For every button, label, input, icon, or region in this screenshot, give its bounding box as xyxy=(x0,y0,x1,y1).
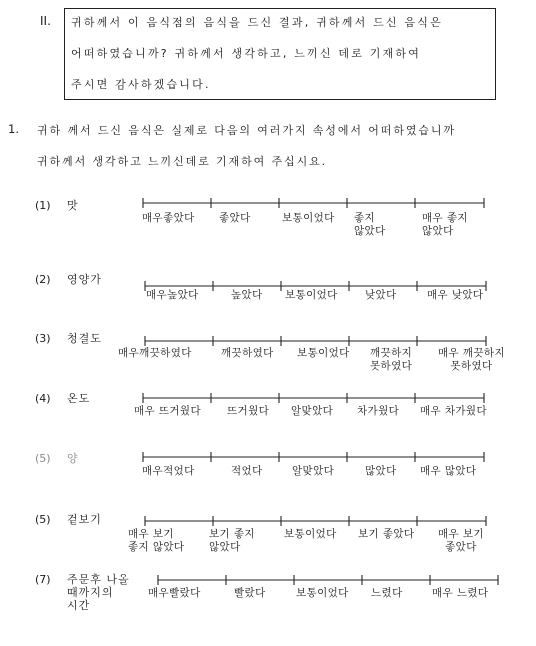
item-7-option-2: 빨랐다 xyxy=(234,587,266,599)
item-3-option-5: 매우 깨끗하지 못하였다 xyxy=(438,347,505,372)
item-4-label: 온도 xyxy=(67,392,91,405)
item-1-option-3: 보통이었다 xyxy=(282,212,335,224)
item-3-number: (3) xyxy=(35,332,51,345)
item-6-number: (5) xyxy=(35,513,51,526)
item-1-number: (1) xyxy=(35,199,51,212)
item-7-option-5: 매우 느렸다 xyxy=(432,587,489,599)
intro-number: II. xyxy=(40,14,51,28)
scale-3 xyxy=(145,336,486,346)
question-line-2: 귀하께서 생각하고 느끼신데로 기재하여 주십시요. xyxy=(37,155,328,168)
item-7-number: (7) xyxy=(35,573,51,586)
item-4-option-2: 뜨거웠다 xyxy=(227,405,270,417)
item-3-option-4: 깨끗하지 못하였다 xyxy=(370,347,413,372)
item-7-option-3: 보통이었다 xyxy=(296,587,349,599)
item-6-label: 겉보기 xyxy=(67,513,102,526)
item-2-option-4: 낮았다 xyxy=(365,289,397,301)
intro-line-1: 귀하께서 이 음식점의 음식을 드신 결과, 귀하께서 드신 음식은 xyxy=(71,16,443,29)
item-1-option-4: 좋지 않았다 xyxy=(354,212,386,237)
item-4-option-3: 알맞았다 xyxy=(291,405,334,417)
item-1-option-1: 매우좋았다 xyxy=(142,212,195,224)
scale-6 xyxy=(145,516,486,526)
item-4-number: (4) xyxy=(35,392,51,405)
item-3-label: 청결도 xyxy=(67,332,102,345)
item-5-option-5: 매우 많았다 xyxy=(420,465,477,477)
item-2-option-2: 높았다 xyxy=(231,289,263,301)
item-7-option-1: 매우빨랐다 xyxy=(148,587,201,599)
intro-line-3: 주시면 감사하겠습니다. xyxy=(71,78,211,91)
item-1-option-5: 매우 좋지 않았다 xyxy=(422,212,468,237)
scale-7 xyxy=(158,575,498,585)
scale-4 xyxy=(143,393,484,403)
item-5-option-4: 많았다 xyxy=(365,465,397,477)
item-3-option-3: 보통이었다 xyxy=(297,347,350,359)
item-2-label: 영양가 xyxy=(67,273,102,286)
item-3-option-1: 매우깨끗하였다 xyxy=(118,347,192,359)
item-6-option-3: 보통이었다 xyxy=(284,528,337,540)
item-6-option-5: 매우 보기 좋았다 xyxy=(438,528,484,553)
item-7-option-4: 느렸다 xyxy=(371,587,403,599)
item-5-number: (5) xyxy=(35,452,51,465)
item-3-option-2: 깨끗하였다 xyxy=(221,347,274,359)
question-number: 1. xyxy=(8,122,19,136)
item-5-label: 양 xyxy=(67,452,79,465)
item-2-option-5: 매우 낮았다 xyxy=(427,289,484,301)
item-6-option-1: 매우 보기 좋지 않았다 xyxy=(128,528,185,553)
item-1-option-2: 좋았다 xyxy=(219,212,251,224)
item-5-option-2: 적었다 xyxy=(231,465,263,477)
item-5-option-3: 알맞았다 xyxy=(292,465,335,477)
intro-line-2: 어떠하였습니까? 귀하께서 생각하고, 느끼신 데로 기재하여 xyxy=(71,47,422,60)
item-2-option-3: 보통이었다 xyxy=(285,289,338,301)
item-5-option-1: 매우적었다 xyxy=(142,465,195,477)
question-line-1: 귀하 께서 드신 음식은 실제로 다음의 여러가지 속성에서 어떠하였습니까 xyxy=(37,124,456,137)
item-4-option-4: 차가웠다 xyxy=(357,405,400,417)
item-7-label: 주문후 나올 때까지의 시간 xyxy=(67,573,130,612)
item-4-option-5: 매우 차가웠다 xyxy=(420,405,487,417)
item-6-option-4: 보기 좋았다 xyxy=(358,528,415,540)
scale-1 xyxy=(143,198,484,208)
item-2-option-1: 매우높았다 xyxy=(146,289,199,301)
item-6-option-2: 보기 좋지 않았다 xyxy=(209,528,255,553)
item-1-label: 맛 xyxy=(67,199,79,212)
item-2-number: (2) xyxy=(35,273,51,286)
item-4-option-1: 매우 뜨거웠다 xyxy=(134,405,201,417)
scale-5 xyxy=(143,452,484,462)
